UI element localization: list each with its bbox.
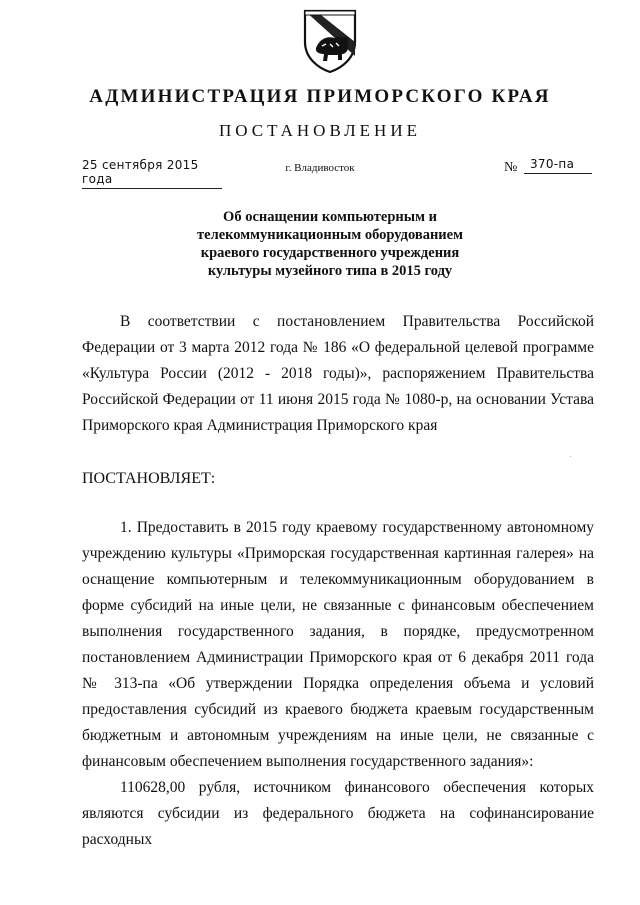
scan-speck	[570, 456, 571, 457]
document-heading	[150, 208, 510, 280]
document-city: г. Владивосток	[285, 162, 355, 174]
paragraph-amount: 110628,00 рубля, источником финансового обеспечения которых являются субсидии из федерального бюджета на софинансирование расходных	[82, 779, 594, 848]
document-type: ПОСТАНОВЛЕНИЕ	[218, 121, 421, 140]
heading-line: телекоммуникационным оборудованием	[197, 227, 463, 243]
decree-word: ПОСТАНОВЛЯЕТ:	[82, 470, 216, 487]
heading-line: культуры музейного типа в 2015 году	[207, 263, 453, 279]
paragraph-1: 1. Предоставить в 2015 году краевому государственному автономному учреждению культуры «Приморская государственная картинная галерея» на оснащение компьютерным и телекоммуникационным оборудованием в форме субсидий на иные цели, не связанные с финансовым обеспечением выполнения государственного задания, в порядке, предусмотренном постановлением Администрации Приморского края от 6 декабря 2011 года № 313-па «Об утверждении Порядка определения объема и условий предоставления субсидий из краевого бюджета краевым государственным бюджетным и автономным учреждениям на иные цели, не связанные с финансовым обеспечением выполнения государственного задания»:	[82, 519, 594, 770]
coat-of-arms-icon	[302, 8, 358, 74]
document-date: 25 сентября 2015 года	[82, 158, 222, 189]
heading-line: краевого государственного учреждения	[200, 245, 460, 261]
document-number: 370-па	[524, 157, 592, 174]
organization-title: АДМИНИСТРАЦИЯ ПРИМОРСКОГО КРАЯ	[89, 86, 551, 107]
heading-line: Об оснащении компьютерным и	[223, 209, 437, 225]
basis-paragraph: В соответствии с постановлением Правительства Российской Федерации от 3 марта 2012 года № 186 «О федеральной целевой программе «Культура России (2012 - 2018 годы)», распоряжением Правительства Российской Федерации от 11 июня 2015 года № 1080-р, на основании Устава Приморского края Администрация Приморского края	[82, 313, 594, 434]
number-sign: №	[504, 160, 518, 175]
